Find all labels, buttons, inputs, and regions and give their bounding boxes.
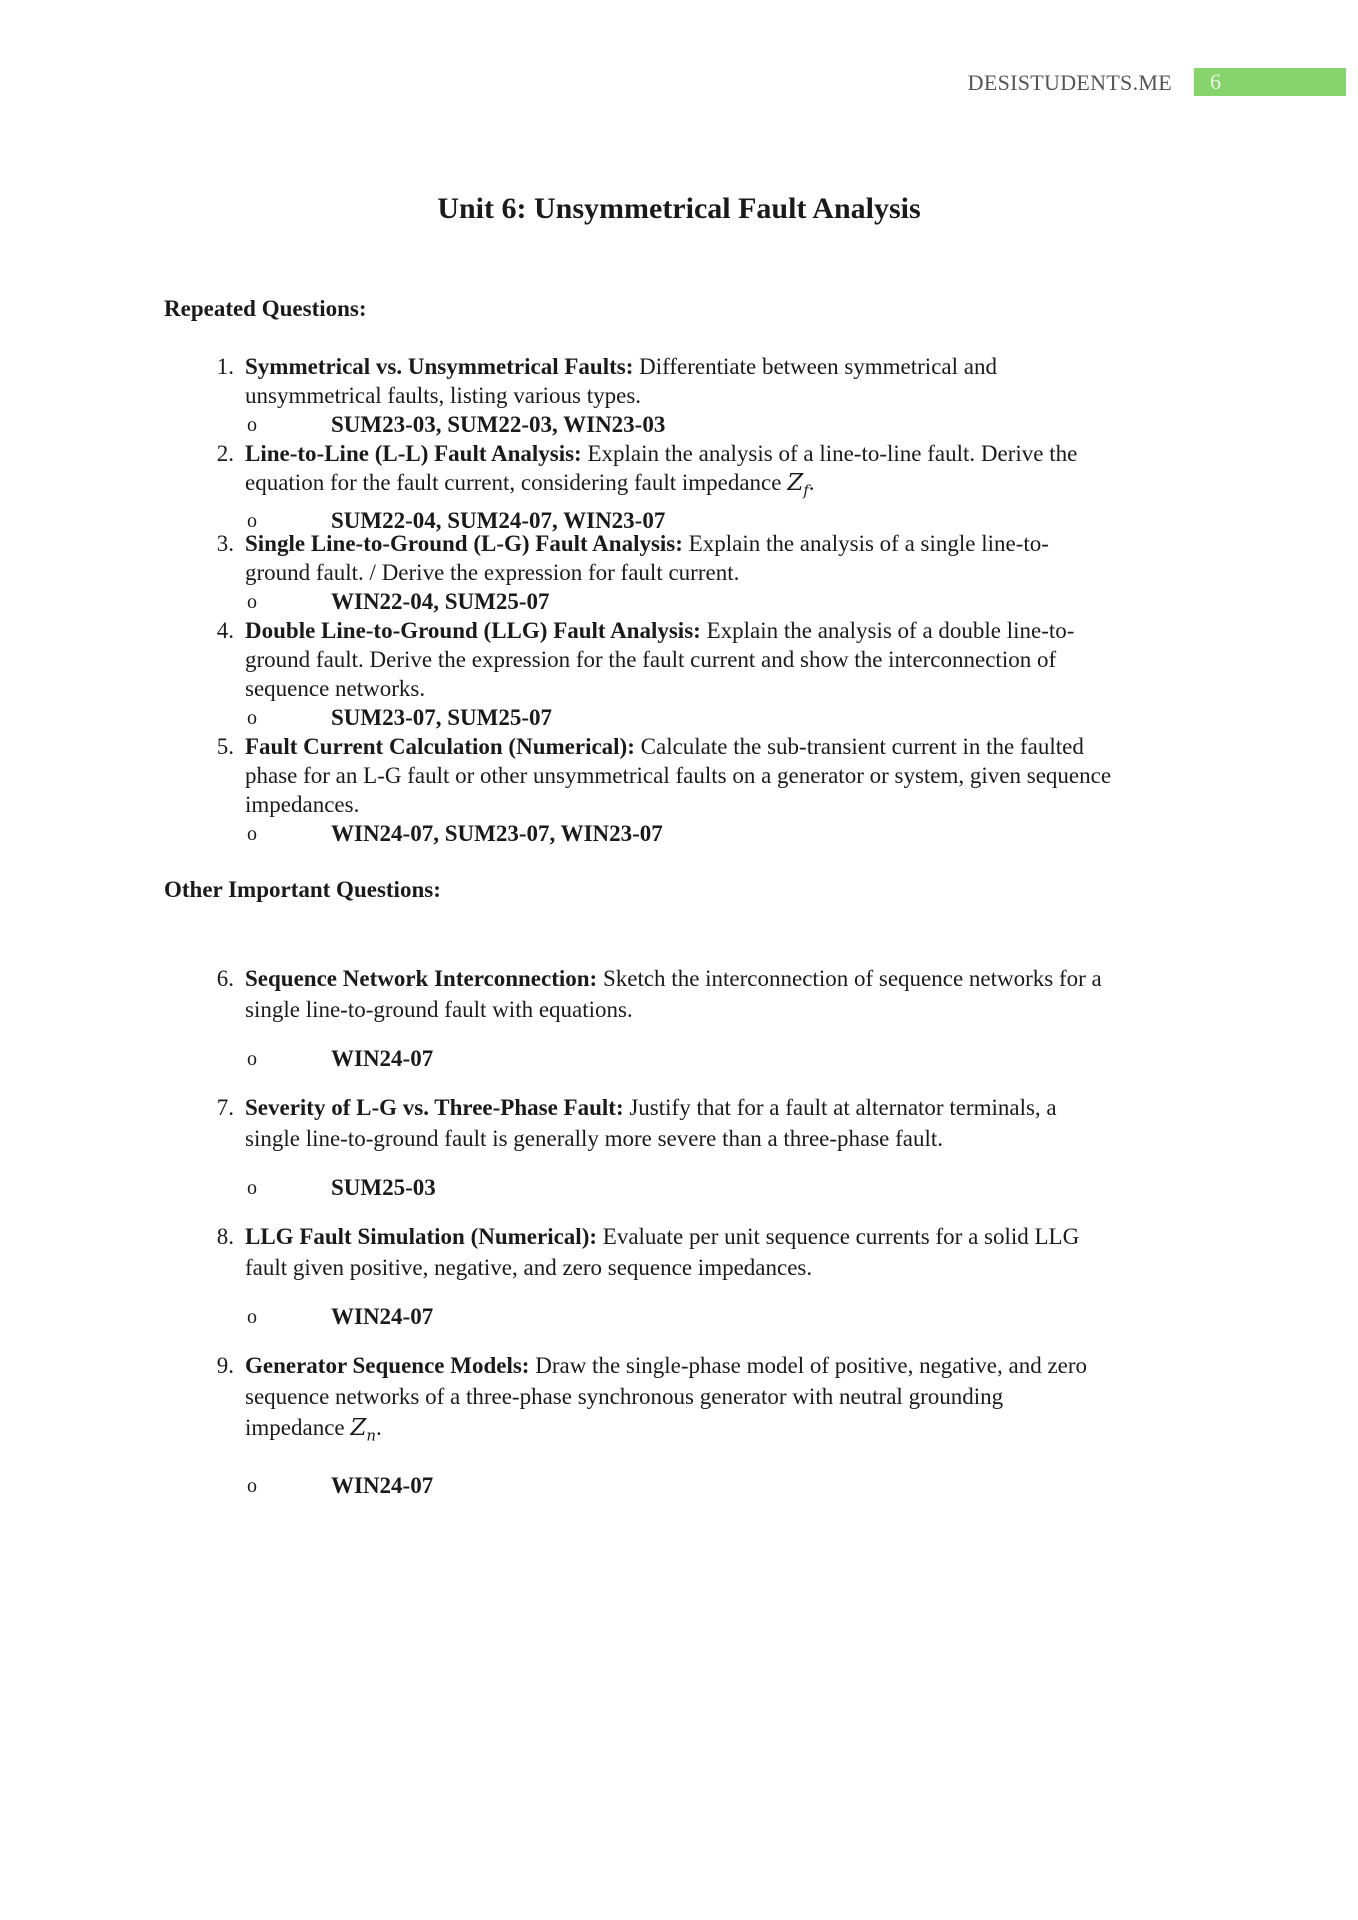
math-symbol: $Z_n$ [350, 1415, 377, 1445]
exam-codes: SUM25-03 [331, 1175, 436, 1200]
exam-codes: WIN24-07 [331, 1472, 434, 1498]
question-3 [164, 529, 1204, 616]
question-text: Sketch the interconnection of sequence networks for a [602, 966, 1102, 991]
question-topic: Generator Sequence Models: [245, 1353, 530, 1378]
question-topic: Sequence Network Interconnection: [245, 966, 598, 991]
question-9: 9. Generator Sequence Models: Draw the single-phase model of positive, negative, and zero sequence networks of a three-phase synchronous generator with neutral grounding impedance $Z_n$. o WIN24-07 [164, 1350, 1204, 1501]
question-number: 5. [216, 734, 234, 759]
exam-tags [247, 410, 1204, 439]
question-text: impedances. [245, 792, 360, 817]
page-number-box [1194, 68, 1346, 96]
bullet-icon: o [247, 1474, 257, 1497]
bullet-icon: o [247, 1306, 257, 1328]
question-text: single line-to-ground fault with equations. [245, 997, 633, 1022]
question-topic: Single Line-to-Ground (L-G) Fault Analysis: [245, 531, 683, 556]
page-header [0, 68, 1358, 96]
exam-tags [247, 703, 1204, 732]
exam-codes: SUM23-07, SUM25-07 [331, 705, 553, 730]
question-topic: LLG Fault Simulation (Numerical): [245, 1224, 598, 1249]
exam-codes: WIN22-04, SUM25-07 [331, 589, 550, 614]
question-number: 3. [216, 531, 234, 556]
question-topic: Double Line-to-Ground (LLG) Fault Analysis: [245, 618, 701, 643]
question-4 [164, 616, 1204, 732]
question-text: sequence networks of a three-phase synchronous generator with neutral grounding [245, 1384, 1004, 1409]
question-topic: Line-to-Line (L-L) Fault Analysis: [245, 441, 582, 466]
exam-codes: WIN24-07 [331, 1304, 434, 1329]
exam-codes: SUM22-04, SUM24-07, WIN23-07 [331, 507, 666, 533]
bullet-icon: o [247, 1048, 257, 1070]
question-6 [164, 963, 1204, 1074]
question-text: ground fault. Derive the expression for the fault current and show the interconnection of [245, 647, 1057, 672]
question-text: fault given positive, negative, and zero sequence impedances. [245, 1255, 813, 1280]
bullet-icon: o [247, 823, 257, 845]
question-topic: Fault Current Calculation (Numerical): [245, 734, 635, 759]
page-title: Unit 6: Unsymmetrical Fault Analysis [437, 192, 921, 225]
question-number: 4. [216, 618, 234, 643]
exam-codes: WIN24-07, SUM23-07, WIN23-07 [331, 821, 663, 846]
exam-tags [247, 1043, 1204, 1074]
question-text: Draw the single-phase model of positive, negative, and zero [535, 1353, 1088, 1378]
exam-tags [247, 587, 1204, 616]
question-number: 6. [216, 966, 234, 991]
exam-codes: SUM23-03, SUM22-03, WIN23-03 [331, 412, 666, 437]
question-text: Justify that for a fault at alternator terminals, a [629, 1095, 1057, 1120]
question-number: 2. [216, 441, 234, 466]
question-text: unsymmetrical faults, listing various types. [245, 383, 642, 408]
question-1 [164, 352, 1204, 439]
section-heading-other: Other Important Questions: [164, 877, 441, 902]
question-text: Evaluate per unit sequence currents for a solid LLG [602, 1224, 1080, 1249]
question-text: Explain the analysis of a line-to-line fault. Derive the [587, 441, 1078, 466]
question-text: phase for an L-G fault or other unsymmetrical faults on a generator or system, given sequence [245, 763, 1112, 788]
bullet-icon: o [247, 414, 257, 436]
question-text: Differentiate between symmetrical and [639, 354, 997, 379]
question-text: sequence networks. [245, 676, 426, 701]
question-number: 1. [216, 354, 234, 379]
question-8 [164, 1221, 1204, 1332]
question-topic: Symmetrical vs. Unsymmetrical Faults: [245, 354, 634, 379]
bullet-icon: o [247, 591, 257, 613]
question-number: 7. [216, 1095, 234, 1120]
question-number: 9. [216, 1353, 234, 1378]
exam-tags [247, 819, 1204, 848]
bullet-icon: o [247, 1177, 257, 1199]
question-text: equation for the fault current, considering fault impedance [245, 470, 782, 495]
site-name: DESISTUDENTS.ME [967, 70, 1172, 95]
question-text: impedance [245, 1415, 345, 1440]
question-text: Explain the analysis of a double line-to- [706, 618, 1075, 643]
bullet-icon: o [247, 509, 257, 532]
question-text: ground fault. / Derive the expression for fault current. [245, 560, 740, 585]
exam-tags [247, 1301, 1204, 1332]
question-5 [164, 732, 1204, 848]
exam-codes: WIN24-07 [331, 1046, 434, 1071]
math-symbol: $Z_f$ [787, 470, 809, 500]
question-number: 8. [216, 1224, 234, 1249]
question-text: single line-to-ground fault is generally more severe than a three-phase fault. [245, 1126, 944, 1151]
page-number: 6 [1210, 69, 1221, 94]
question-text: Explain the analysis of a single line-to- [688, 531, 1049, 556]
question-7 [164, 1092, 1204, 1203]
bullet-icon: o [247, 707, 257, 729]
question-topic: Severity of L-G vs. Three-Phase Fault: [245, 1095, 624, 1120]
exam-tags [247, 1172, 1204, 1203]
question-2: 2. Line-to-Line (L-L) Fault Analysis: Explain the analysis of a line-to-line fault. Derive the equation for the fault current, considering fault impedance $Z_f$. o SUM22-04, SUM24-07, WIN23-07 [164, 439, 1204, 535]
question-text: Calculate the sub-transient current in the faulted [640, 734, 1084, 759]
exam-tags [247, 1470, 1204, 1501]
section-heading-repeated: Repeated Questions: [164, 296, 367, 321]
